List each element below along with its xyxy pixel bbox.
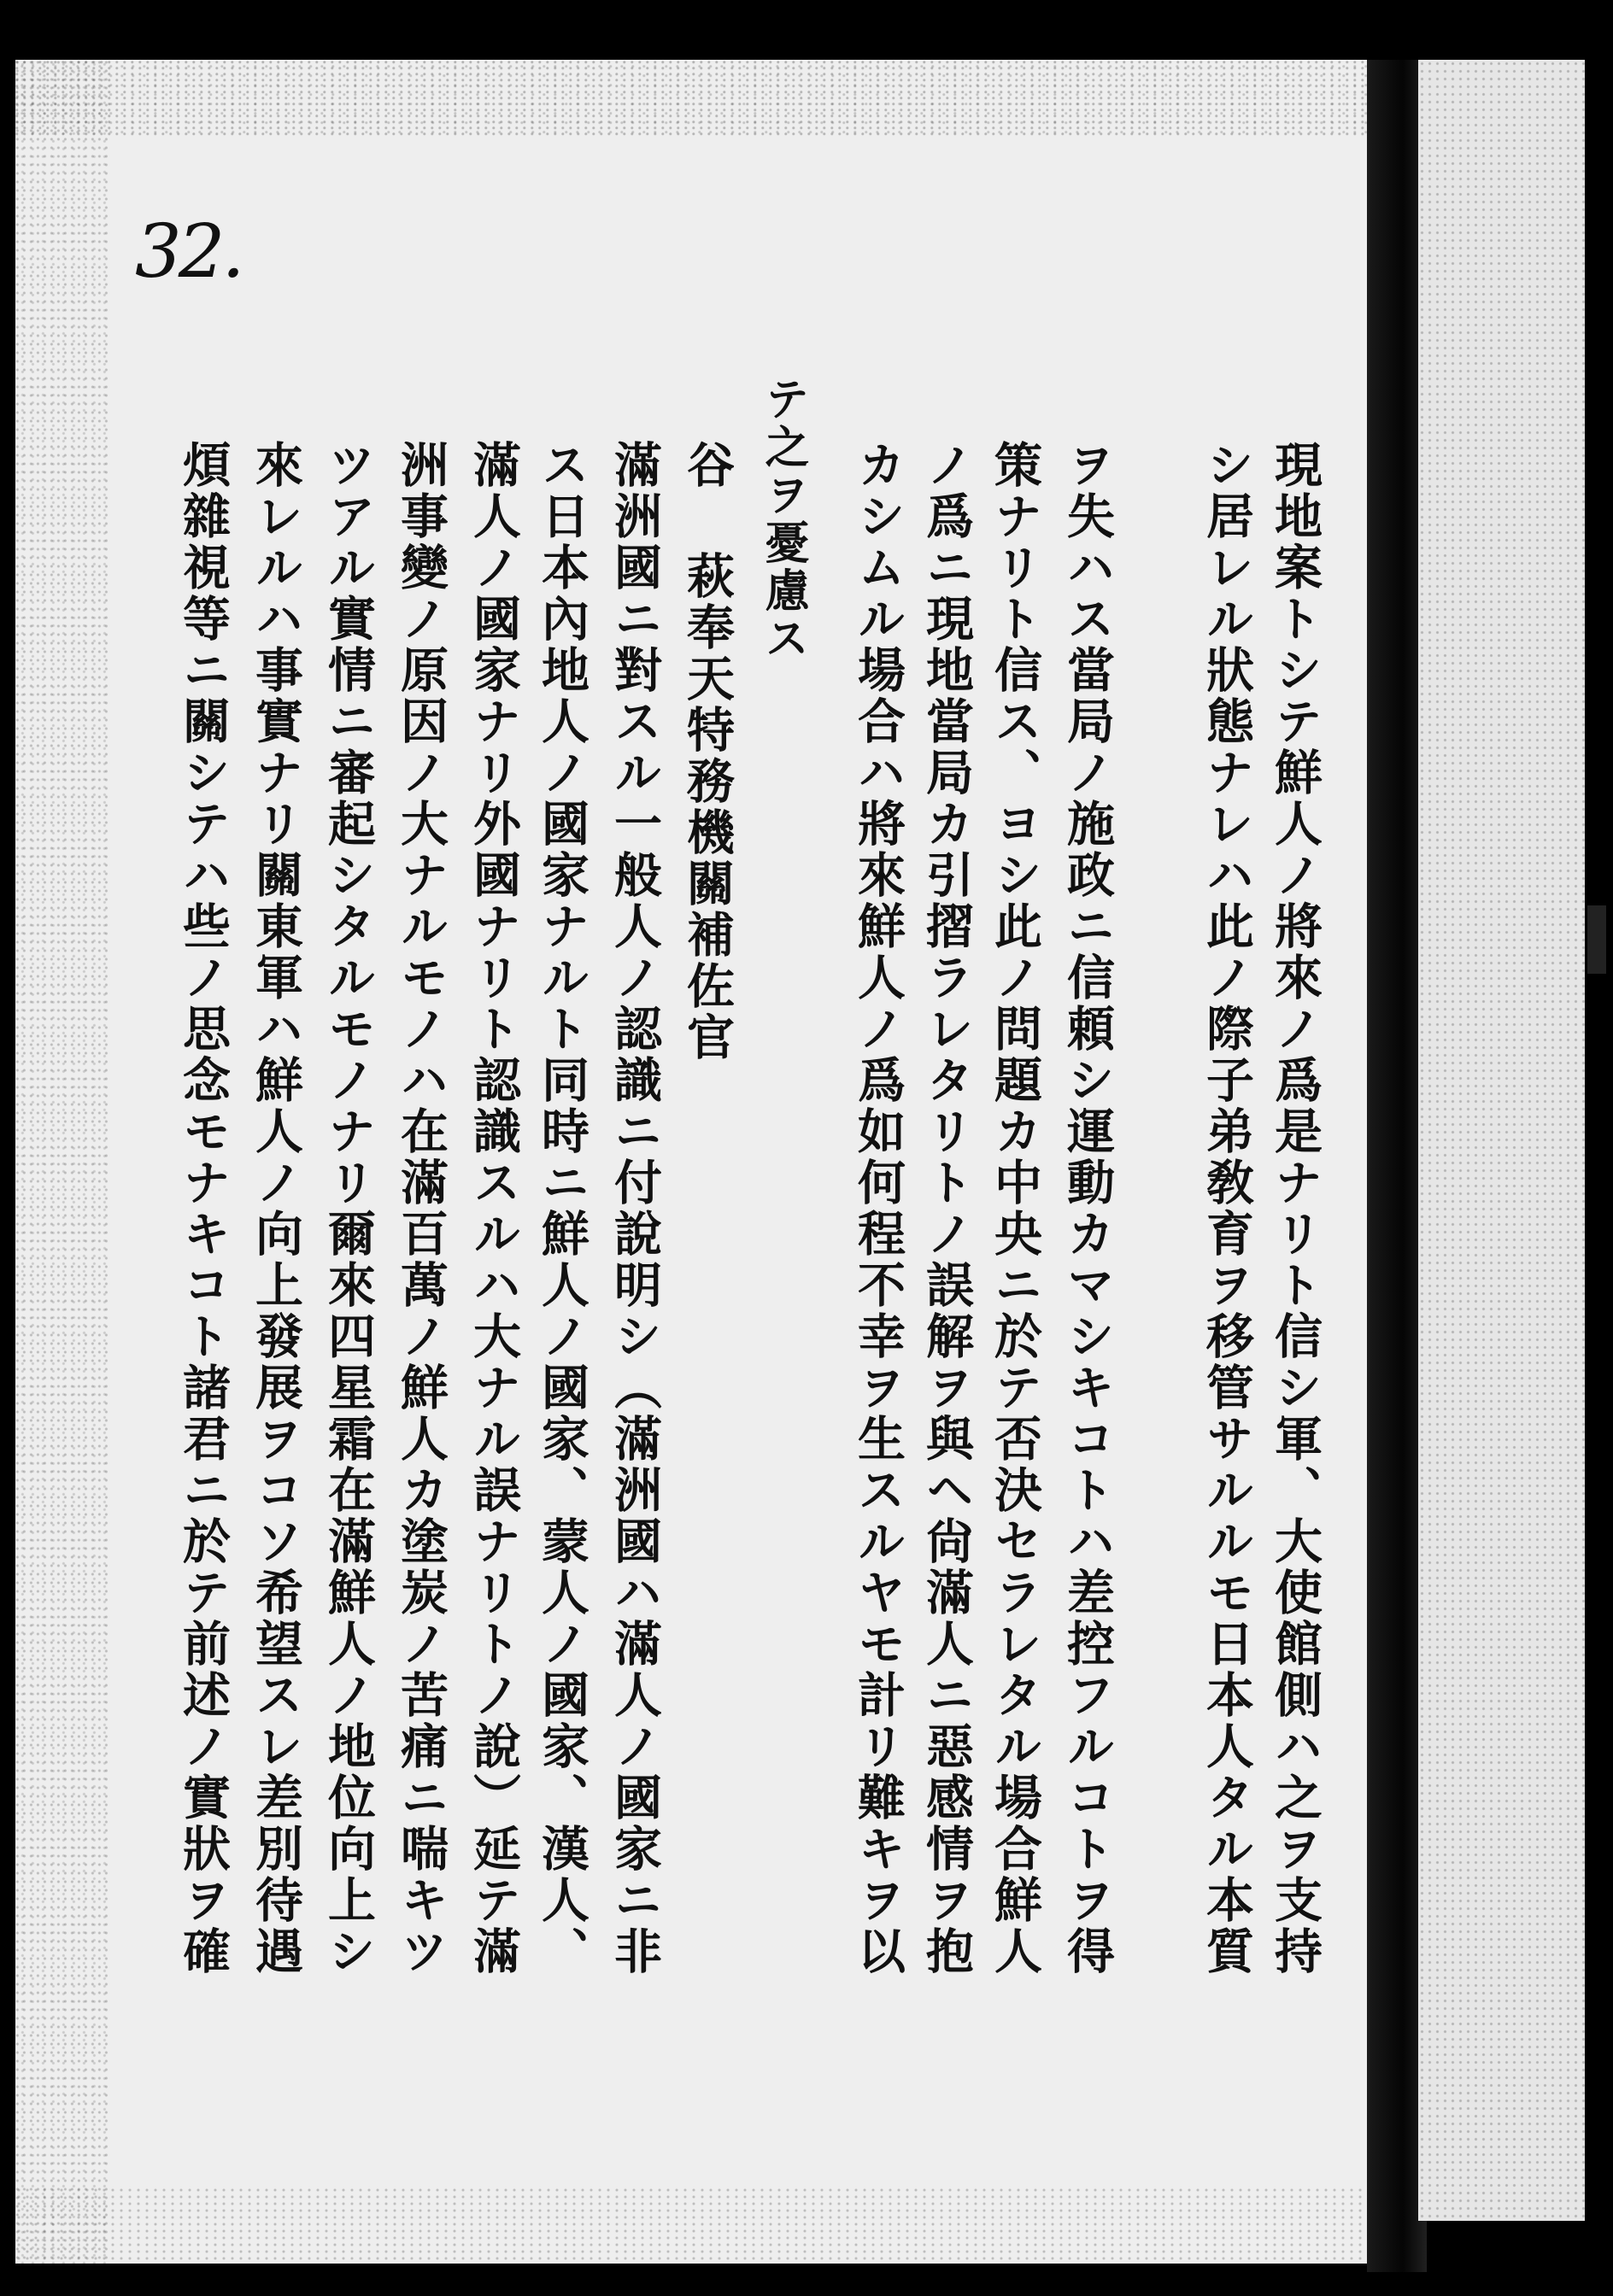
speaker-heading: 谷 萩奉天特務機關補佐官 xyxy=(679,440,736,1063)
text-column: 洲事變ノ原因ノ大ナルモノハ在滿百萬ノ鮮人カ塗炭ノ苦痛ニ喘キツ xyxy=(393,440,449,1977)
page-number: 32. xyxy=(135,209,242,295)
text-column: ツアル實情ニ審起シタルモノナリ爾來四星霜在滿鮮人ノ地位向上シ xyxy=(320,440,377,1977)
text-column: ヲ失ハス當局ノ施政ニ信頼シ運動カマシキコトハ差控フルコトヲ得 xyxy=(1059,440,1116,1977)
adjacent-page-noise xyxy=(1418,60,1585,2221)
text-column: シ居レル狀態ナレハ此ノ際子弟敎育ヲ移管サルルモ日本人タル本質 xyxy=(1199,440,1255,1977)
text-column: 現地案トシテ鮮人ノ將來ノ爲是ナリト信シ軍、大使館側ハ之ヲ支持 xyxy=(1267,440,1323,1977)
text-column: ノ爲ニ現地當局カ引摺ラレタリトノ誤解ヲ與ヘ尙滿人ニ惡感情ヲ抱 xyxy=(918,440,975,1977)
scan-noise-top xyxy=(15,60,1382,137)
text-column: 滿洲國ニ對スル一般人ノ認識ニ付說明シ（滿洲國ハ滿人ノ國家ニ非 xyxy=(607,440,663,1977)
scan-noise-left xyxy=(15,60,109,2264)
text-column: 滿人ノ國家ナリ外國ナリト認識スルハ大ナル誤ナリトノ說）延テ滿 xyxy=(466,440,522,1977)
text-column: テ之ヲ憂慮ス xyxy=(757,376,809,663)
text-column: カシムル場合ハ將來鮮人ノ爲如何程不幸ヲ生スルヤモ計リ難キヲ以 xyxy=(850,440,906,1977)
text-column: 煩雜視等ニ關シテハ些ノ思念モナキコト諸君ニ於テ前述ノ實狀ヲ確 xyxy=(175,440,232,1977)
edge-mark xyxy=(1587,905,1606,974)
scan-noise-bottom xyxy=(15,2187,1382,2264)
text-column: ス日本內地人ノ國家ナルト同時ニ鮮人ノ國家、蒙人ノ國家、漢人、 xyxy=(534,440,590,1977)
text-column: 策ナリト信ス、ヨシ此ノ問題カ中央ニ於テ否決セラレタル場合鮮人 xyxy=(987,440,1043,1977)
text-column: 來レルハ事實ナリ關東軍ハ鮮人ノ向上發展ヲコソ希望スレ差別待遇 xyxy=(248,440,304,1977)
